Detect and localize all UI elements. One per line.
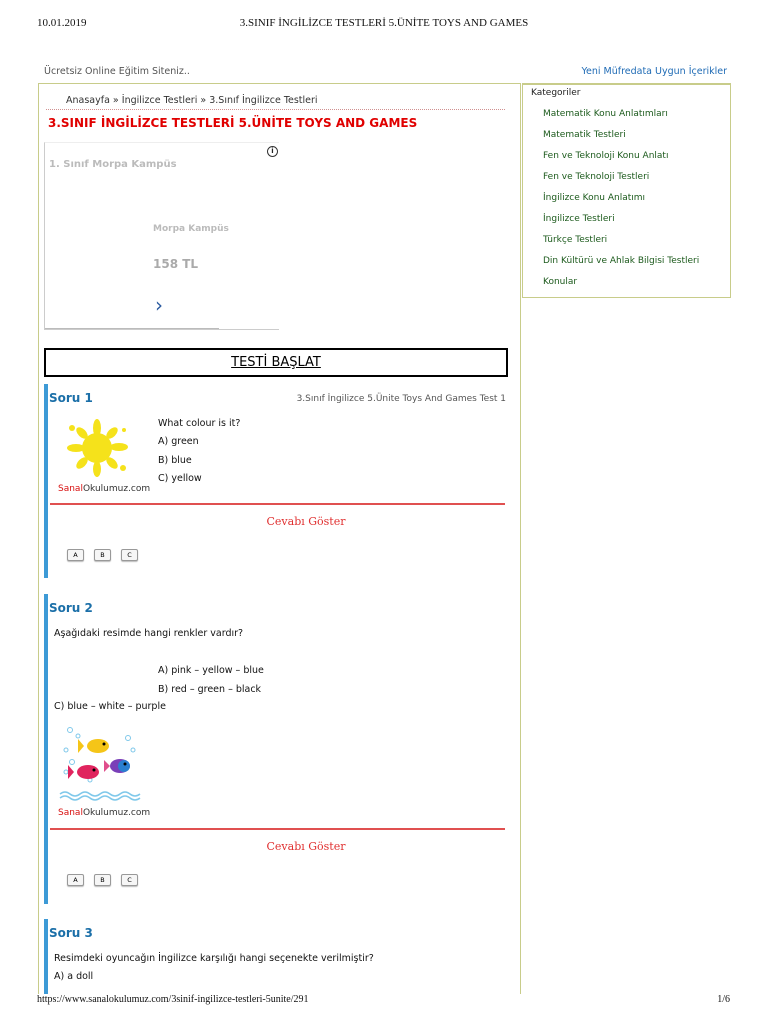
breadcrumb-separator: »: [197, 95, 210, 106]
brand-logo-text: SanalOkulumuz.com: [58, 484, 151, 494]
print-date: 10.01.2019: [37, 17, 87, 29]
breadcrumb-separator: »: [109, 95, 122, 106]
option-a: A) a doll: [54, 971, 94, 982]
site-slogan: Ücretsiz Online Eğitim Siteniz..: [44, 66, 190, 77]
page-title: 3.SINIF İNGİLİZCE TESTLERİ 5.ÜNİTE TOYS AND GAMES: [48, 116, 418, 130]
info-icon[interactable]: i: [267, 146, 278, 157]
ad-price: 158 TL: [153, 257, 199, 271]
option-a: A) green: [158, 436, 199, 447]
answer-c-button[interactable]: C: [121, 874, 138, 886]
sidebar-heading: Kategoriler: [531, 88, 581, 98]
question-text: Resimdeki oyuncağın İngilizce karşılığı hangi seçenekte verilmiştir?: [54, 953, 374, 964]
answer-c-button[interactable]: C: [121, 549, 138, 561]
sidebar-item-science-tests[interactable]: Fen ve Teknoloji Testleri: [543, 172, 650, 182]
divider: [50, 828, 505, 830]
yellow-splash-image: [64, 418, 130, 480]
brand-logo-text: SanalOkulumuz.com: [58, 808, 151, 818]
ad-heading: 1. Sınıf Morpa Kampüs: [49, 159, 177, 170]
question-card-3: [44, 919, 48, 994]
breadcrumb: [66, 95, 318, 106]
start-test-button[interactable]: TESTİ BAŞLAT: [44, 348, 508, 377]
option-b: B) blue: [158, 455, 192, 466]
answer-b-button[interactable]: B: [94, 549, 111, 561]
ad-banner[interactable]: [44, 142, 279, 330]
question-title: Soru 2: [49, 601, 93, 615]
print-page-number: 1/6: [717, 994, 730, 1005]
question-title: Soru 3: [49, 926, 93, 940]
answer-b-button[interactable]: B: [94, 874, 111, 886]
sidebar-item-english-lessons[interactable]: İngilizce Konu Anlatımı: [543, 193, 646, 203]
print-title: 3.SINIF İNGİLİZCE TESTLERİ 5.ÜNİTE TOYS AND GAMES: [239, 17, 529, 29]
breadcrumb-home[interactable]: Anasayfa: [66, 95, 110, 106]
ad-product: Morpa Kampüs: [153, 224, 229, 234]
show-answer-link[interactable]: Cevabı Göster: [266, 515, 346, 528]
answer-a-button[interactable]: A: [67, 549, 84, 561]
sidebar-item-religion-tests[interactable]: Din Kültürü ve Ahlak Bilgisi Testleri: [543, 256, 700, 266]
question-text: What colour is it?: [158, 418, 241, 429]
ad-divider: [45, 328, 219, 329]
breadcrumb-current[interactable]: 3.Sınıf İngilizce Testleri: [209, 95, 318, 106]
sidebar-item-topics[interactable]: Konular: [543, 277, 578, 287]
sidebar-item-science-lessons[interactable]: Fen ve Teknoloji Konu Anlatı: [543, 151, 669, 161]
sidebar-item-math-tests[interactable]: Matematik Testleri: [543, 130, 626, 140]
question-card-1: [44, 384, 48, 578]
option-c: C) blue – white – purple: [54, 701, 166, 712]
question-title: Soru 1: [49, 391, 93, 405]
sidebar-item-english-tests[interactable]: İngilizce Testleri: [543, 214, 615, 224]
question-card-2: [44, 594, 48, 904]
breadcrumb-divider: [46, 109, 505, 110]
option-c: C) yellow: [158, 473, 202, 484]
question-text: Aşağıdaki resimde hangi renkler vardır?: [54, 628, 244, 639]
option-b: B) red – green – black: [158, 684, 262, 695]
top-link-new-curriculum[interactable]: Yeni Müfredata Uygun İçerikler: [581, 66, 727, 77]
chevron-right-icon[interactable]: ›: [155, 293, 163, 317]
test-name: 3.Sınıf İngilizce 5.Ünite Toys And Games Test 1: [296, 394, 506, 404]
print-url: https://www.sanalokulumuz.com/3sinif-ingilizce-testleri-5unite/291: [37, 994, 309, 1005]
show-answer-link[interactable]: Cevabı Göster: [266, 840, 346, 853]
answer-a-button[interactable]: A: [67, 874, 84, 886]
breadcrumb-category[interactable]: İngilizce Testleri: [121, 95, 198, 106]
fish-image: [58, 724, 144, 806]
divider: [50, 503, 505, 505]
sidebar-item-math-lessons[interactable]: Matematik Konu Anlatımları: [543, 109, 668, 119]
option-a: A) pink – yellow – blue: [158, 665, 264, 676]
sidebar-item-turkish-tests[interactable]: Türkçe Testleri: [543, 235, 608, 245]
